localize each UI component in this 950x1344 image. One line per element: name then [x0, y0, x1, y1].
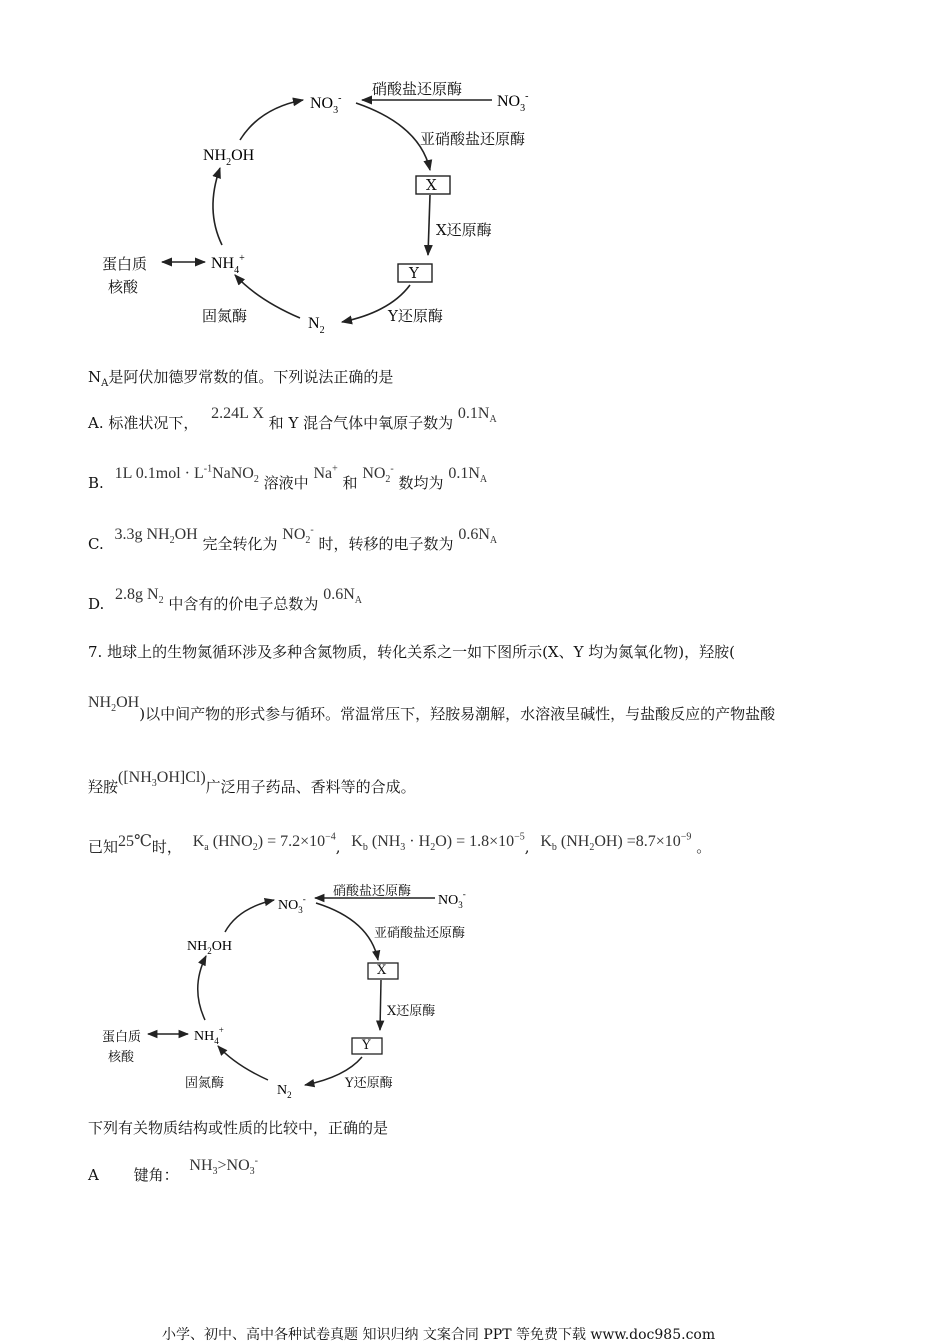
- q6-option-b: B. 1L $0.1mol \cdot L^{-1}NaNO_2$ 溶液中 Na+ 和 $NO_2^-$ 数均为 $0.1N_A$: [88, 463, 488, 492]
- y-reductase-label: Y还原酶: [388, 307, 443, 325]
- y-reductase-label-2: Y还原酶: [345, 1076, 393, 1091]
- q7-option-a: A 键角： $NH_3>NO_3^-$: [88, 1155, 259, 1184]
- x-label: X: [426, 176, 437, 194]
- x-label-2: X: [377, 963, 387, 978]
- y-label-2: Y: [362, 1038, 371, 1053]
- no3-right-2: $NO_3^-$: [438, 889, 466, 910]
- no3-top-2: $NO_3^-$: [278, 894, 306, 915]
- protein-label-2: 蛋白质: [102, 1030, 142, 1045]
- no3-top: $NO_3^-$: [310, 93, 342, 116]
- nh4-2: $NH_4^+$: [194, 1025, 224, 1046]
- footer-text: 小学、初中、高中各种试卷真题 知识归纳 文案合同 PPT 等免费下载 www.doc985.com: [162, 1327, 716, 1343]
- nitrogenase-label: 固氮酶: [202, 307, 248, 325]
- n2: $N_2$: [308, 315, 325, 336]
- protein-label: 蛋白质: [102, 255, 148, 273]
- nitrogenase-label-2: 固氮酶: [185, 1076, 225, 1091]
- x-reductase-label-2: X还原酶: [387, 1004, 436, 1019]
- x-reductase-label: X还原酶: [436, 221, 492, 239]
- nucleic-acid-label: 核酸: [108, 278, 139, 296]
- nh2oh: $NH_2OH$: [203, 147, 255, 168]
- nh4: $NH_4^+$: [211, 253, 245, 276]
- nitrite-reductase-label: 亚硝酸盐还原酶: [420, 130, 526, 148]
- q7-line-1: 7. 地球上的生物氮循环涉及多种含氮物质，转化关系之一如下图所示(X、Y 均为氮氧化物)，羟胺(: [88, 643, 735, 661]
- y-label: Y: [409, 264, 419, 282]
- q7-line-3: 羟胺$([NH_3OH]Cl)$广泛用子药品、香料等的合成。: [88, 769, 416, 796]
- nitrogen-cycle-diagram-1: [0, 0, 950, 345]
- nitrogen-cycle-diagram-2: [0, 870, 950, 1100]
- n2-2: $N_2$: [277, 1083, 292, 1100]
- q7-line-4: 已知25℃时， $K_a$ $(HNO_2) = 7.2\times 10^{-4}$, $K_b$ $(NH_3 \cdot H_2O) = 1.8\times 10^{-5}$, $K_b$ $(NH_2OH) =8.7\times 10^{-9}$ 。: [88, 831, 712, 856]
- nitrate-reductase-label-2: 硝酸盐还原酶: [333, 884, 412, 899]
- nucleic-acid-label-2: 核酸: [108, 1050, 135, 1065]
- nh2oh-2: $NH_2OH$: [187, 939, 232, 956]
- q6-option-d: D. 2.8g $N_2$ 中含有的价电子总数为 $0.6N_A$: [88, 586, 362, 613]
- no3-right: $NO_3^-$: [497, 91, 529, 114]
- nitrate-reductase-label: 硝酸盐还原酶: [372, 80, 463, 98]
- q7-line-2: $NH_2OH$)以中间产物的形式参与循环。常温常压下，羟胺易潮解，水溶液呈碱性，与盐酸反应的产物盐酸: [88, 694, 776, 723]
- q7-question: 下列有关物质结构或性质的比较中，正确的是: [88, 1119, 389, 1137]
- q6-option-a: A. 标准状况下， 2.24L X 和 Y 混合气体中氧原子数为 $0.1N_A$: [88, 405, 497, 432]
- q6-option-c: C. 3.3g $NH_2OH$ 完全转化为 $NO_2^-$ 时，转移的电子数为 $0.6N_A$: [88, 524, 498, 553]
- q6-stem: $N_A$是阿伏加德罗常数的值。下列说法正确的是: [88, 368, 394, 389]
- nitrite-reductase-label-2: 亚硝酸盐还原酶: [374, 926, 466, 941]
